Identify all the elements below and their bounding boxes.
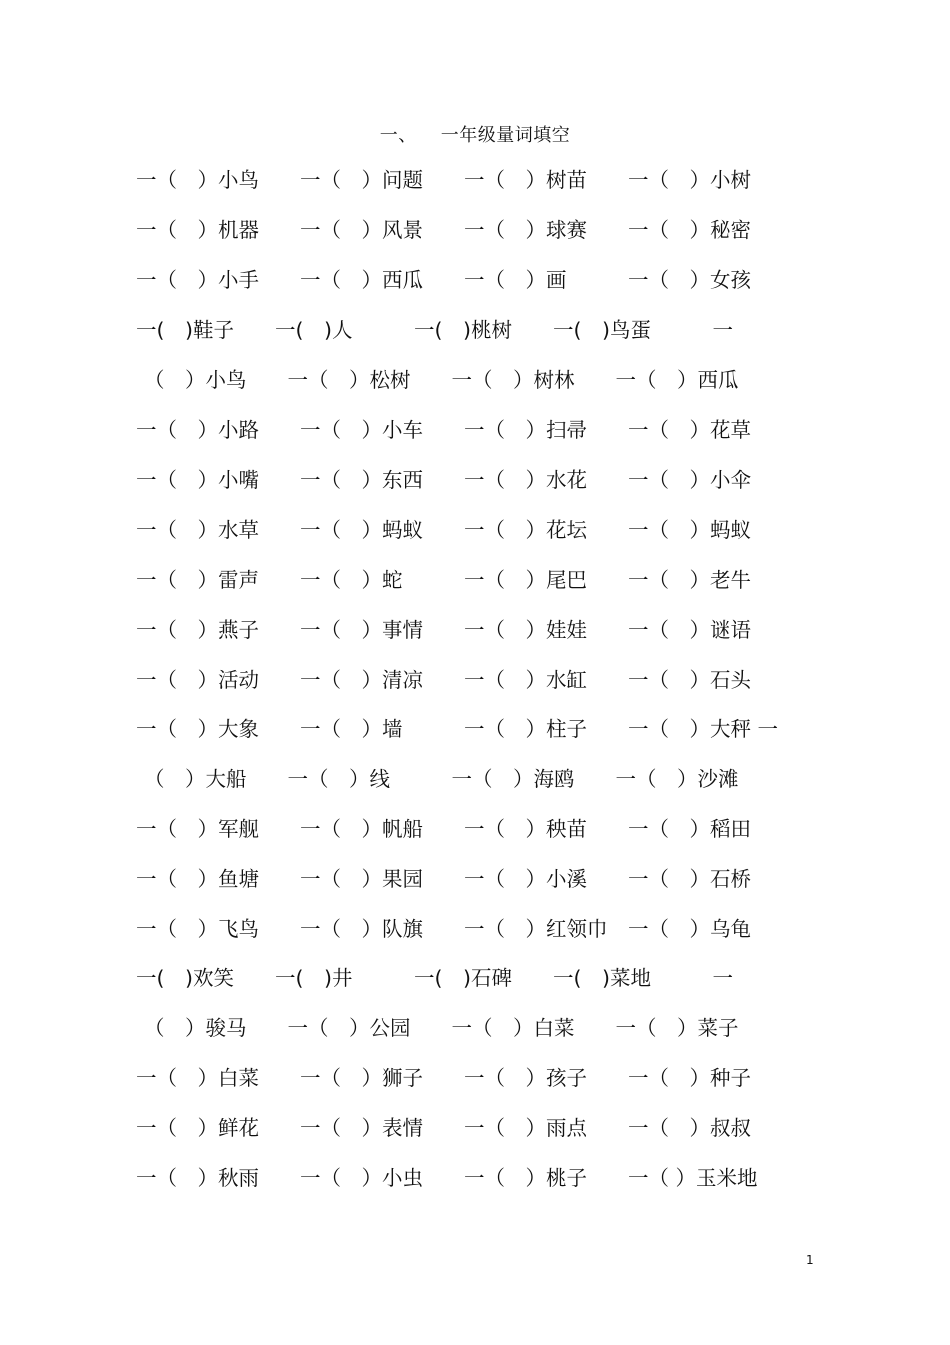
- exercise-line: 一（ ）机器 一（ ）风景 一（ ）球赛 一（ ）秘密: [136, 218, 751, 242]
- exercise-line: 一（ ）水草 一（ ）蚂蚁 一（ ）花坛 一（ ）蚂蚁: [136, 518, 751, 542]
- exercise-line: （ ）小鸟 一（ ）松树 一（ ）树林 一（ ）西瓜: [144, 368, 739, 392]
- exercise-line: 一（ ）小鸟 一（ ）问题 一（ ）树苗 一（ ）小树: [136, 168, 751, 192]
- exercise-line: 一( )欢笑 一( )井 一( )石碑 一( )菜地 一: [136, 966, 733, 990]
- section-title: 一年级量词填空: [440, 125, 571, 146]
- exercise-line: 一（ ）白菜 一（ ）狮子 一（ ）孩子 一（ ）种子: [136, 1066, 751, 1090]
- exercise-line: 一（ ）秋雨 一（ ）小虫 一（ ）桃子 一（ ）玉米地: [136, 1166, 758, 1190]
- exercise-line: 一（ ）军舰 一（ ）帆船 一（ ）秧苗 一（ ）稻田: [136, 817, 751, 841]
- exercise-line: 一（ ）燕子 一（ ）事情 一（ ）娃娃 一（ ）谜语: [136, 618, 751, 642]
- exercise-line: 一（ ）大象 一（ ）墙 一（ ）柱子 一（ ）大秤 一: [136, 717, 779, 741]
- exercise-line: 一( )鞋子 一( )人 一( )桃树 一( )鸟蛋 一: [136, 318, 733, 342]
- exercise-line: （ ）骏马 一（ ）公园 一（ ）白菜 一（ ）菜子: [144, 1016, 739, 1040]
- exercise-line: 一（ ）活动 一（ ）清凉 一（ ）水缸 一（ ）石头: [136, 668, 751, 692]
- exercise-line: 一（ ）小手 一（ ）西瓜 一（ ）画 一（ ）女孩: [136, 268, 751, 292]
- exercise-line: 一（ ）雷声 一（ ）蛇 一（ ）尾巴 一（ ）老牛: [136, 568, 751, 592]
- exercise-line: 一（ ）小嘴 一（ ）东西 一（ ）水花 一（ ）小伞: [136, 468, 751, 492]
- exercise-line: 一（ ）鱼塘 一（ ）果园 一（ ）小溪 一（ ）石桥: [136, 867, 751, 891]
- exercise-line: 一（ ）飞鸟 一（ ）队旗 一（ ）红领巾 一（ ）乌龟: [136, 917, 751, 941]
- page-number: 1: [806, 1253, 814, 1267]
- exercise-line: （ ）大船 一（ ）线 一（ ）海鸥 一（ ）沙滩: [144, 767, 739, 791]
- exercise-line: 一（ ）小路 一（ ）小车 一（ ）扫帚 一（ ）花草: [136, 418, 751, 442]
- page-title: [0, 124, 950, 148]
- section-number: 一、: [379, 125, 417, 146]
- exercise-line: 一（ ）鲜花 一（ ）表情 一（ ）雨点 一（ ）叔叔: [136, 1116, 751, 1140]
